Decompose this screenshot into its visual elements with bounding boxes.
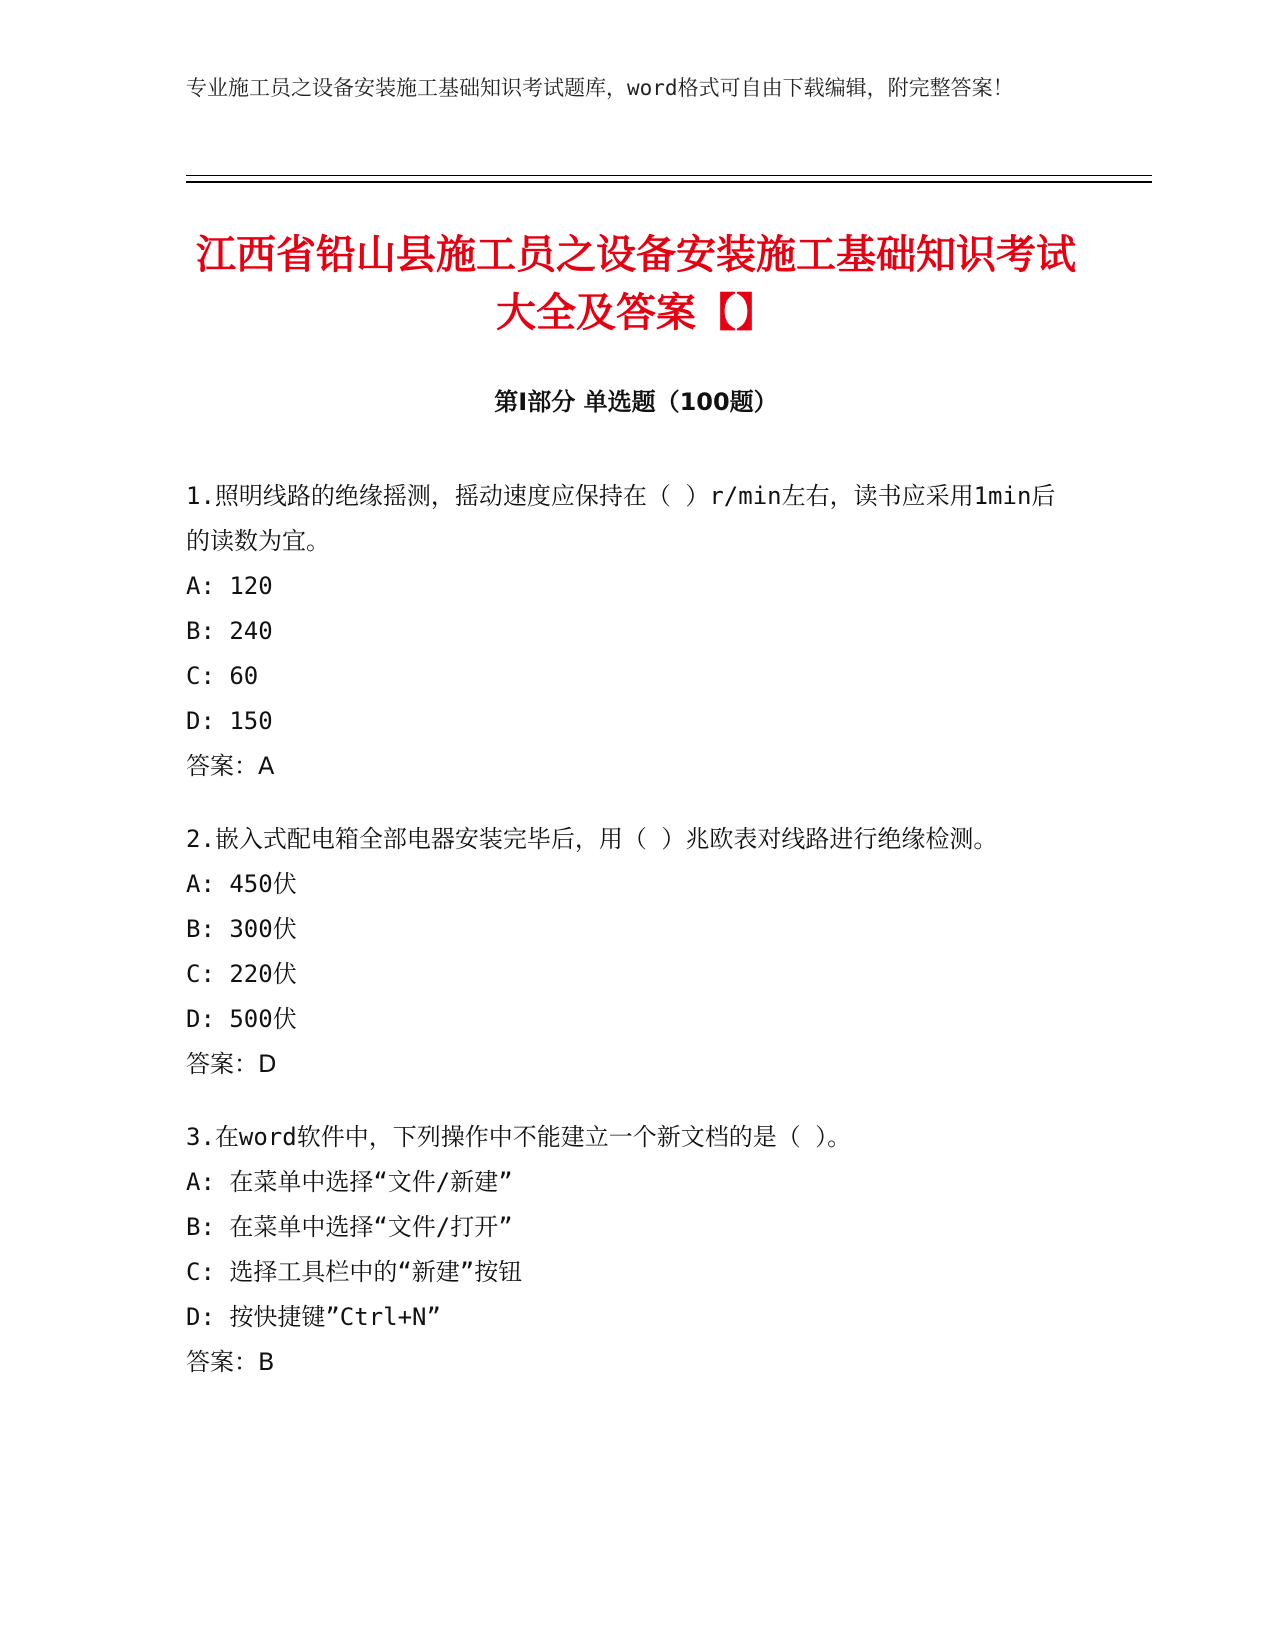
question-stem: 2.嵌入式配电箱全部电器安装完毕后，用（ ）兆欧表对线路进行绝缘检测。 bbox=[186, 825, 998, 853]
option-c: C: 220伏 bbox=[186, 960, 297, 988]
question-1 bbox=[186, 474, 1066, 789]
question-3 bbox=[186, 1115, 1066, 1385]
option-d: D: 按快捷键”Ctrl+N” bbox=[186, 1303, 441, 1331]
option-b: B: 在菜单中选择“文件/打开” bbox=[186, 1213, 513, 1241]
section-heading: 第I部分 单选题（100题） bbox=[494, 388, 778, 416]
option-d: D: 150 bbox=[186, 707, 273, 735]
question-2 bbox=[186, 817, 1066, 1087]
answer: 答案：D bbox=[186, 1050, 277, 1078]
option-a: A: 在菜单中选择“文件/新建” bbox=[186, 1168, 513, 1196]
question-list bbox=[186, 474, 1066, 1413]
question-stem: 3.在word软件中，下列操作中不能建立一个新文档的是（ ）。 bbox=[186, 1123, 852, 1151]
document-title: 江西省铅山县施工员之设备安装施工基础知识考试大全及答案【】 bbox=[196, 232, 1076, 336]
answer: 答案：B bbox=[186, 1348, 275, 1376]
header-rule-top bbox=[186, 175, 1152, 176]
option-d: D: 500伏 bbox=[186, 1005, 297, 1033]
option-c: C: 60 bbox=[186, 662, 259, 690]
option-b: B: 300伏 bbox=[186, 915, 297, 943]
header-note: 专业施工员之设备安装施工基础知识考试题库，word格式可自由下载编辑，附完整答案！ bbox=[186, 76, 1014, 100]
answer: 答案：A bbox=[186, 752, 275, 780]
option-c: C: 选择工具栏中的“新建”按钮 bbox=[186, 1258, 523, 1286]
option-a: A: 120 bbox=[186, 572, 273, 600]
question-stem: 1.照明线路的绝缘摇测，摇动速度应保持在（ ）r/min左右，读书应采用1min后的读数为宜。 bbox=[186, 482, 1056, 555]
option-a: A: 450伏 bbox=[186, 870, 297, 898]
header-rule-bottom bbox=[186, 181, 1152, 183]
option-b: B: 240 bbox=[186, 617, 273, 645]
